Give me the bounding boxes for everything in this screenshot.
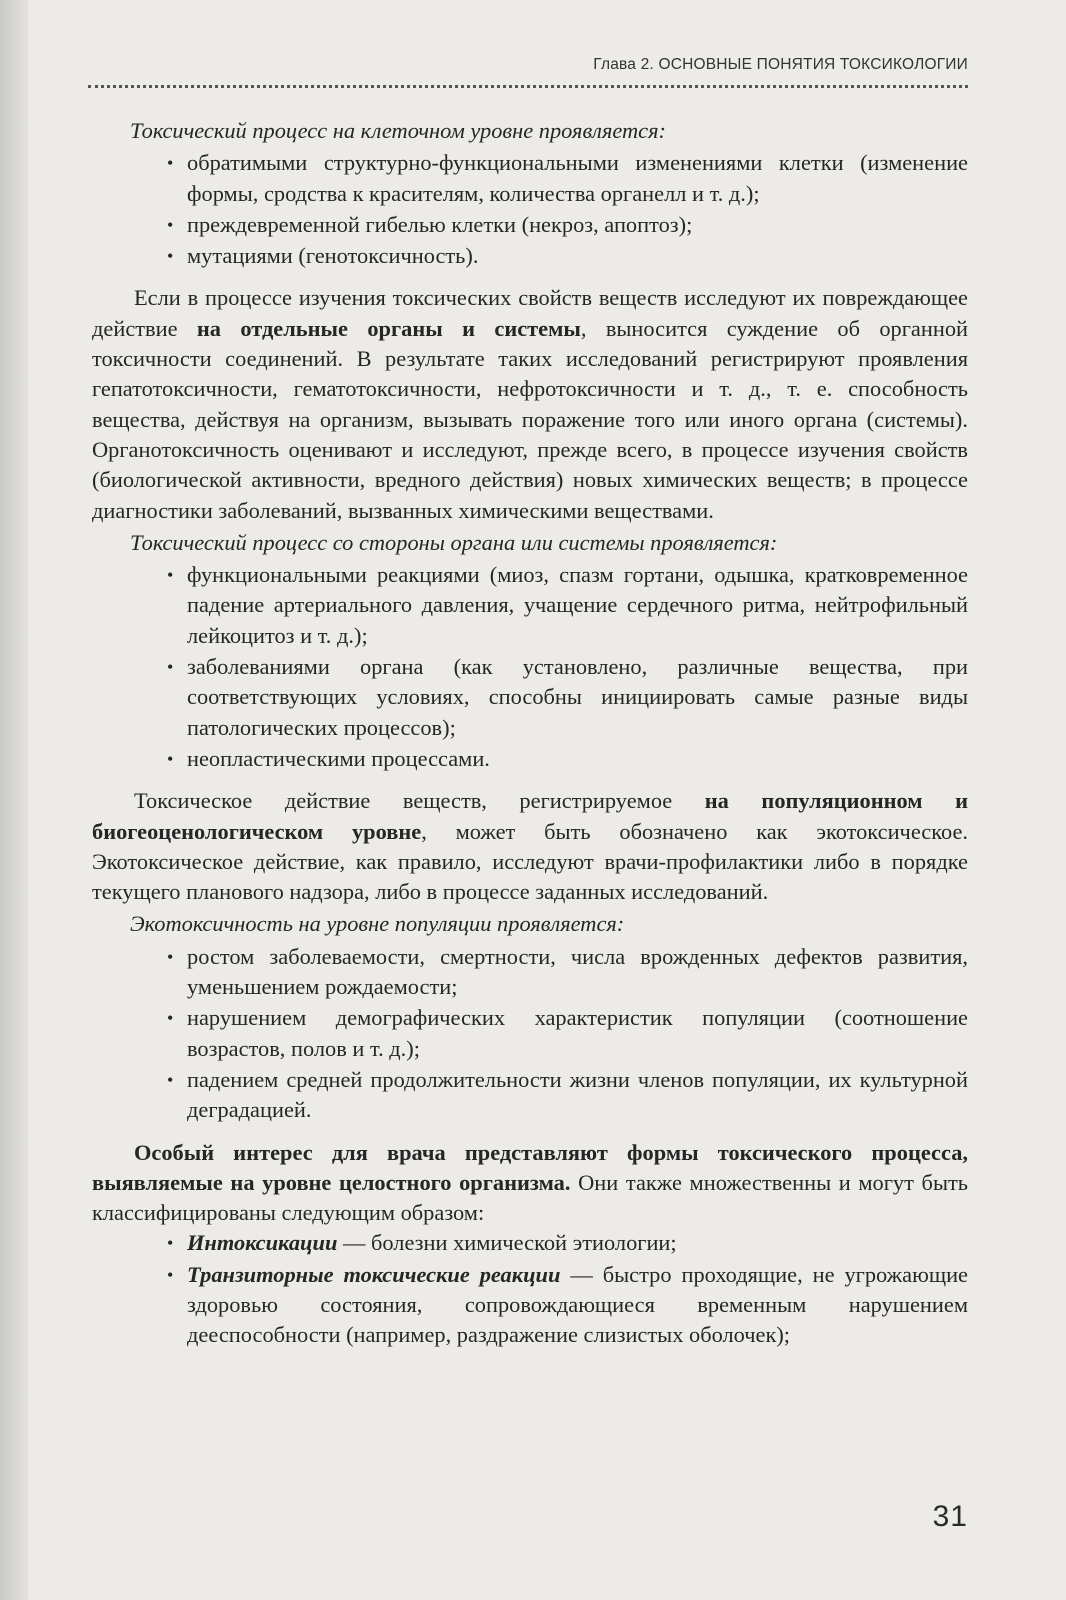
section-lead-cellular: Токсический процесс на клеточном уровне проявляется:: [130, 118, 666, 143]
bullet-icon: •: [167, 214, 174, 235]
book-spine-shadow: [0, 0, 28, 1600]
running-head: Глава 2. ОСНОВНЫЕ ПОНЯТИЯ ТОКСИКОЛОГИИ: [593, 56, 968, 73]
bullet-icon: •: [167, 1264, 174, 1285]
bullet-icon: •: [167, 657, 174, 678]
bullet-icon: •: [167, 153, 174, 174]
list-item: • неопластическими процессами.: [187, 744, 968, 774]
bullet-icon: •: [167, 565, 174, 586]
emphasis-bold: на отдельные органы и системы: [196, 315, 581, 341]
list-item: • нарушением демографических характеристик популяции (соотношение возрастов, полов и т. д.);: [167, 1005, 968, 1061]
list-item: • падением средней продолжительности жизни членов популяции, их культурной деградацией.: [167, 1066, 968, 1123]
bullet-icon: •: [167, 946, 174, 967]
term-transient-reactions: Транзиторные токсические реакции: [187, 1261, 561, 1287]
list-item: • преждевременной гибелью клетки (некроз, апоптоз);: [187, 210, 968, 240]
organ-list: [92, 560, 968, 774]
list-item: • Транзиторные токсические реакции — быстро проходящие, не угрожающие здоровью состояния, сопровождающиеся временным нарушением дееспособности (например, раздражение слизистых оболочек);: [167, 1261, 968, 1348]
list-item: • заболеваниями органа (как установлено, различные вещества, при соответствующих условиях, способны инициировать самые разные виды патологических процессов);: [167, 654, 968, 740]
page-body: [92, 114, 968, 1353]
emphasis-bold: Особый интерес для врача представляют формы токсического процесса, выявляемые на уровне целостного организма.: [92, 1139, 968, 1195]
section-lead-organ: Токсический процесс со стороны органа или системы проявляется:: [130, 529, 778, 555]
bullet-icon: •: [167, 246, 174, 267]
bullet-icon: •: [167, 1069, 174, 1090]
list-item: • функциональными реакциями (миоз, спазм гортани, одышка, кратковременное падение артериального давления, учащение сердечного ритма, нейтрофильный лейкоцитоз и т. д.);: [167, 562, 968, 648]
emphasis-bold: на популяционном и биогеоценологическом уровне: [92, 788, 968, 844]
bullet-icon: •: [167, 1008, 174, 1029]
term-intoxication: Интоксикации: [187, 1230, 338, 1256]
list-item: • Интоксикации — болезни химической этиологии;: [187, 1228, 968, 1258]
list-item: • ростом заболеваемости, смертности, числа врожденных дефектов развития, уменьшением рождаемости;: [167, 943, 968, 1000]
page-number: 31: [932, 1500, 968, 1533]
paragraph-organism-level: Особый интерес для врача представляют формы токсического процесса, выявляемые на уровне целостного организма. Они также множественны и могут быть классифицированы следующим образом:: [92, 1139, 968, 1226]
paragraph-organ-toxicity: Если в процессе изучения токсических свойств веществ исследуют их повреждающее действие на отдельные органы и системы, выносится суждение об органной токсичности соединений. В результате таких исследований регистрируют проявления гепатотоксичности, гематотоксичности, нефротоксичности и т. д., т. е. способность вещества, действуя на организм, вызывать поражение того или иного органа (системы). Органотоксичность оценивают и исследуют, прежде всего, в процессе изучения свойств (биологической активности, вредного действия) новых химических веществ; в процессе диагностики заболеваний, вызванных химическими веществами.: [92, 285, 968, 523]
cellular-list: [92, 148, 968, 271]
bullet-icon: •: [167, 1233, 174, 1254]
organism-forms-list: [92, 1228, 968, 1350]
bullet-icon: •: [167, 748, 174, 769]
population-list: [92, 942, 968, 1126]
paragraph-ecotoxicity: Токсическое действие веществ, регистрируемое на популяционном и биогеоценологическом уровне, может быть обозначено как экотоксическое. Экотоксическое действие, как правило, исследуют врачи-профилактики либо в порядке текущего планового надзора, либо в процессе заданных исследований.: [92, 788, 968, 905]
section-lead-population: Экотоксичность на уровне популяции проявляется:: [130, 911, 625, 937]
list-item: • обратимыми структурно-функциональными изменениями клетки (изменение формы, сродства к красителям, количества органелл и т. д.);: [167, 150, 968, 206]
header-rule: [88, 85, 968, 88]
list-item: • мутациями (генотоксичность).: [187, 241, 968, 271]
